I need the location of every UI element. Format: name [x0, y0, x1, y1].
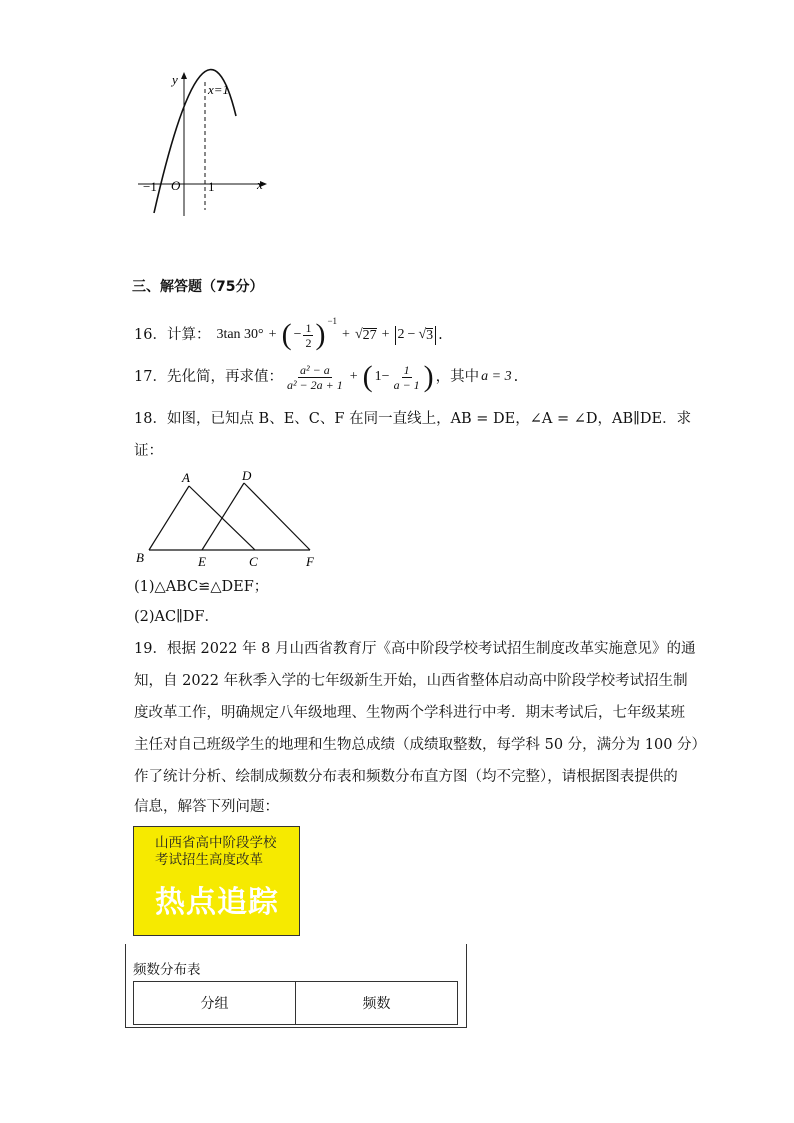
banner-title: 热点追踪 [155, 885, 279, 920]
q18-part2: (2)AC∥DF． [134, 609, 219, 625]
y-axis-label: y [172, 72, 178, 87]
sqrt-sign-icon: √ [354, 327, 363, 342]
banner-line-1: 山西省高中阶段学校 [155, 835, 277, 851]
label-E: E [198, 554, 206, 569]
segment-DF [244, 483, 310, 550]
parabola-graph [130, 68, 280, 220]
origin-label: O [171, 178, 181, 193]
q16-plus1: + [268, 327, 277, 342]
q16-fraction [303, 322, 313, 349]
q16-plus2: + [342, 327, 350, 342]
q17-frac2-den: a − 1 [393, 377, 420, 392]
q17-fraction1 [285, 364, 345, 391]
hotspot-banner [133, 826, 300, 936]
q19-line-2: 知，自 2022 年秋季入学的七年级新生开始，山西省整体启动高中阶段学校考试招生制 [134, 673, 688, 689]
q16-frac-den: 2 [305, 335, 312, 350]
q16-exponent: −1 [327, 315, 338, 326]
y-axis-arrow [181, 72, 187, 79]
q17-plus: + [349, 369, 358, 384]
segment-DE [202, 483, 244, 550]
triangle-figure [130, 466, 330, 570]
q17-prefix: 17．先化简，再求值： [134, 368, 283, 385]
table-header-row [134, 982, 458, 1025]
q19-line-5: 作了统计分析、绘制成频数分布表和频数分布直方图（均不完整），请根据图表提供的 [134, 769, 678, 785]
one-label: 1 [208, 179, 215, 194]
section-title: 三、解答题（75分） [132, 279, 264, 295]
q19-line-6: 信息，解答下列问题： [134, 799, 279, 815]
q16-radicand-27: 27 [362, 327, 377, 343]
symmetry-label: x=1 [208, 82, 230, 97]
q17-one-minus: 1− [374, 369, 390, 384]
banner-line-2: 考试招生高度改革 [155, 852, 263, 868]
question-17 [134, 362, 518, 392]
q16-plus3: + [381, 327, 390, 342]
segment-AB [149, 486, 189, 550]
header-group: 分组 [134, 982, 296, 1025]
q17-fraction2 [392, 364, 422, 391]
frequency-table [133, 981, 458, 1025]
label-F: F [306, 554, 314, 569]
q16-abs [395, 326, 437, 345]
neg-one-label: −1 [143, 179, 157, 194]
q17-condition: a = 3 [481, 369, 512, 384]
label-C: C [249, 554, 258, 569]
q16-end: . [438, 326, 443, 343]
q17-end: . [513, 368, 519, 385]
table-caption: 频数分布表 [133, 962, 201, 978]
q19-line-3: 度改革工作，明确规定八年级地理、生物两个学科进行中考．期末考试后，七年级某班 [134, 705, 685, 721]
q16-neg: − [293, 327, 302, 342]
q16-paren-close: ) [315, 318, 326, 351]
q19-line-4: 主任对自己班级学生的地理和生物总成绩（成绩取整数，每学科 50 分，满分为 100 分） [134, 737, 707, 753]
q18-line2: 证： [134, 443, 163, 459]
q19-line-1: 19．根据 2022 年 8 月山西省教育厅《高中阶段学校考试招生制度改革实施意见》的通 [134, 641, 696, 657]
q16-radicand-3: 3 [426, 327, 434, 343]
q16-abs-two: 2 [397, 327, 405, 342]
q17-frac1-num: a² − a [300, 362, 330, 377]
x-axis-label: x [257, 177, 263, 192]
q16-paren-open: ( [281, 318, 292, 351]
q18-line1: 18．如图，已知点 B、E、C、F 在同一直线上，AB = DE，∠A = ∠D，AB∥DE．求 [134, 411, 692, 427]
q16-frac-num: 1 [305, 320, 312, 335]
q16-abs-minus: − [407, 327, 416, 342]
q16-tan: 3tan 30° [216, 327, 264, 342]
q16-sqrt27 [355, 328, 377, 343]
label-D: D [242, 468, 252, 483]
label-A: A [182, 470, 190, 485]
q17-suffix: ，其中 [435, 368, 480, 385]
q17-paren-open: ( [362, 360, 373, 393]
q17-frac2-num: 1 [403, 362, 410, 377]
q18-part1: (1)△ABC≌△DEF； [134, 579, 269, 595]
header-frequency: 频数 [296, 982, 458, 1025]
q16-prefix: 16．计算： [134, 326, 211, 343]
sqrt-sign-icon: √ [418, 327, 427, 342]
label-B: B [136, 550, 144, 565]
q17-paren-close: ) [423, 360, 434, 393]
q17-frac1-den: a² − 2a + 1 [286, 377, 343, 392]
question-16 [134, 315, 443, 351]
